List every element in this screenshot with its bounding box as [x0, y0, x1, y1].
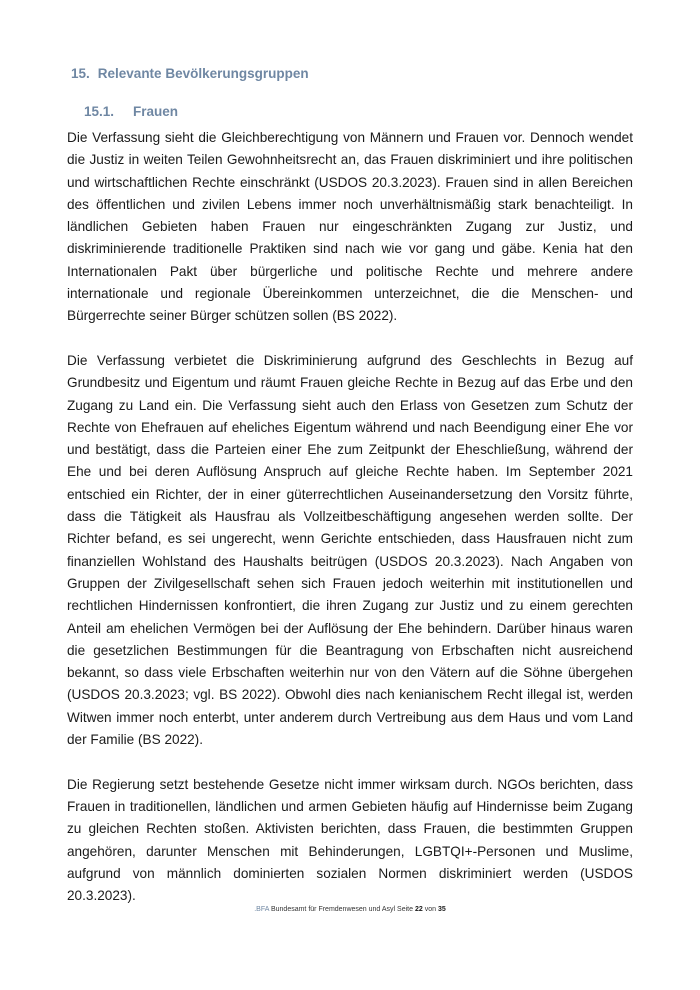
paragraph: Die Regierung setzt bestehende Gesetze nicht immer wirksam durch. NGOs berichten, dass Frauen in traditionellen, ländlichen und armen Gebieten häufig auf Hindernisse beim Zugang zu gleichen Rechten stoßen. Aktivisten berichten, dass Frauen, die bestimmten Gruppen angehören, darunter Menschen mit Behinderungen, LGBTQI+-Personen und Muslime, aufgrund von männlich dominierten sozialen Normen diskriminiert werden (USDOS 20.3.2023). [67, 776, 633, 904]
paragraph: Die Verfassung verbietet die Diskriminierung aufgrund des Geschlechts in Bezug auf Grundbesitz und Eigentum und räumt Frauen gleiche Rechte in Bezug auf das Erbe und den Zugang zu Land ein. Die Verfassung sieht auch den Erlass von Gesetzen zum Schutz der Rechte von Ehefrauen auf eheliches Eigentum während und nach Beendigung einer Ehe vor und bestätigt, dass die Parteien einer Ehe zum Zeitpunkt der Eheschließung, während der Ehe und bei deren Auflösung Anspruch auf gleiche Rechte haben. Im September 2021 entschied ein Richter, der in einer güterrechtlichen Auseinandersetzung den Vorsitz führte, dass die Tätigkeit als Hausfrau als Vollzeitbeschäftigung angesehen werden sollte. Der Richter befand, es sei ungerecht, wenn Gerichte entschieden, dass Hausfrauen nicht zum finanziellen Wohlstand des Haushalts beitrügen (USDOS 20.3.2023). Nach Angaben von Gruppen der Zivilgesellschaft sehen sich Frauen jedoch weiterhin mit institutionellen und rechtlichen Hindernissen konfrontiert, die ihren Zugang zur Justiz und zu einem gerechten Anteil am ehelichen Vermögen bei der Auflösung der Ehe behindern. Darüber hinaus waren die gesetzlichen Bestimmungen für die Beantragung von Erbschaften nicht ausreichend bekannt, so dass viele Erbschaften weiterhin nur von den Vätern auf die Söhne übergehen (USDOS 20.3.2023; vgl. BS 2022). Obwohl dies nach kenianischem Recht illegal ist, werden Witwen immer noch enterbt, unter anderem durch Vertreibung aus dem Haus und vom Land der Familie (BS 2022). [67, 352, 633, 748]
subsection-number: 15.1. [84, 104, 115, 119]
subsection-title: Frauen [133, 104, 179, 119]
section-title: Relevante Bevölkerungsgruppen [97, 66, 309, 81]
footer-organization: Bundesamt für Fremdenwesen und Asyl [270, 906, 396, 913]
section-heading [71, 66, 309, 81]
paragraph: Die Verfassung sieht die Gleichberechtigung von Männern und Frauen vor. Dennoch wendet die Justiz in weiten Teilen Gewohnheitsrecht an, das Frauen diskriminiert und ihre politischen und wirtschaftlichen Rechte einschränkt (USDOS 20.3.2023). Frauen sind in allen Bereichen des öffentlichen und zivilen Lebens immer noch unverhältnismäßig stark benachteiligt. In ländlichen Gebieten haben Frauen nur eingeschränkten Zugang zur Justiz, und diskriminierende traditionelle Praktiken sind nach wie vor gang und gäbe. Kenia hat den Internationalen Pakt über bürgerliche und politische Rechte und mehrere andere internationale und regionale Übereinkommen unterzeichnet, die die Menschen- und Bürgerrechte seiner Bürger schützen sollen (BS 2022). [67, 130, 633, 324]
footer-brand-logo: .BFA [254, 906, 270, 913]
footer-page-label: Seite [397, 906, 414, 913]
footer-page-total: 35 [437, 906, 446, 913]
body-text [67, 127, 633, 907]
footer-page-current: 22 [414, 906, 423, 913]
subsection-heading [84, 104, 178, 119]
page-footer [0, 906, 700, 913]
footer-page-separator: von [424, 906, 437, 913]
section-number: 15. [71, 66, 90, 81]
